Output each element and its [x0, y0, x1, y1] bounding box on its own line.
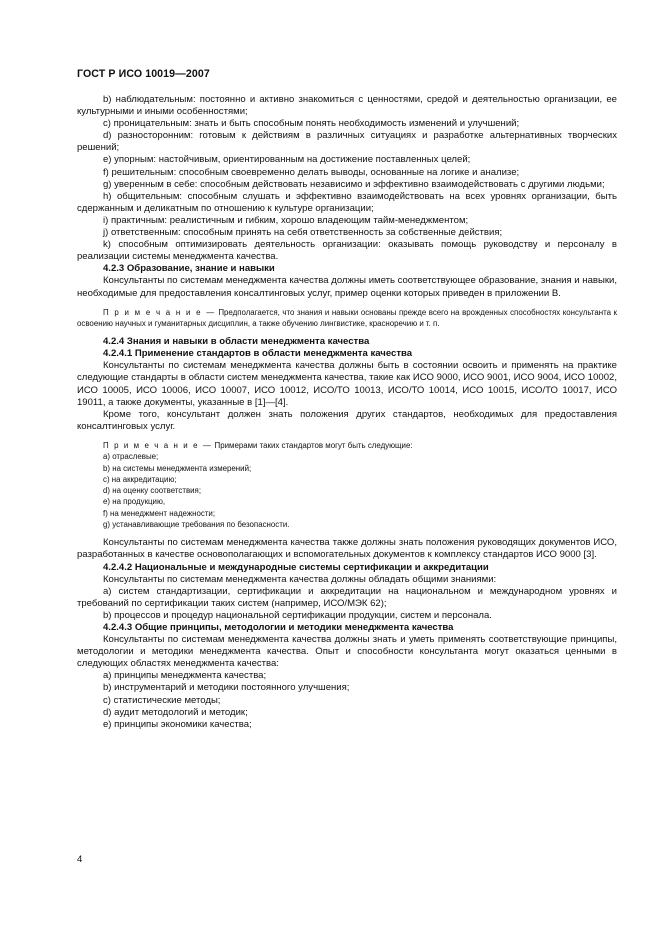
note-list-item: f) на менеджмент надежности; — [103, 508, 216, 518]
note-list-item: c) на аккредитацию; — [103, 474, 177, 484]
list-item: h) общительным: способным слушать и эффективно взаимодействовать на всех уровнях организации, быть сдержанным и деликатным по отношению к культуре организации; — [77, 190, 617, 214]
note-list-item: a) отраслевые; — [103, 452, 159, 462]
page-content — [77, 94, 617, 731]
list-item: d) разносторонним: готовым к действиям в различных ситуациях и разработке альтернативных творческих решений; — [77, 130, 617, 154]
note — [77, 440, 617, 451]
list-item: d) аудит методологий и методик; — [103, 706, 248, 718]
subsection-heading: 4.2.4.3 Общие принципы, методологии и методики менеджмента качества — [103, 621, 454, 633]
list-item: a) систем стандартизации, сертификации и аккредитации на национальном и международном уровнях и требований по сертификации таких систем (например, ИСО/МЭК 62); — [77, 585, 617, 609]
note-label: П р и м е ч а н и е — — [103, 307, 216, 317]
note-list-item: b) на системы менеджмента измерений; — [103, 463, 252, 473]
list-item: b) наблюдательным: постоянно и активно знакомиться с ценностями, средой и деятельностью организации, ее культурными и иными особенностями; — [77, 94, 617, 118]
list-item: g) уверенным в себе: способным действовать независимо и эффективно взаимодействовать с другими людьми; — [103, 178, 605, 190]
list-item: i) практичным: реалистичным и гибким, хорошо владеющим тайм-менеджментом; — [103, 214, 469, 226]
paragraph: Консультанты по системам менеджмента качества должны иметь соответствующее образование, знания и навыки, необходимые для предоставления консалтинговых услуг, пример оценки которых приведен в приложении В. — [77, 275, 617, 299]
paragraph: Консультанты по системам менеджмента качества должны знать и уметь применять соответствующие принципы, методологии и методики менеджмента качества. Опыт и способности консультанта могут оказаться ценными в следующих областях менеджмента качества: — [77, 634, 617, 670]
note — [77, 307, 617, 330]
list-item: c) статистические методы; — [103, 694, 221, 706]
list-item: a) принципы менеджмента качества; — [103, 670, 267, 682]
list-item: j) ответственным: способным принять на себя ответственность за собственные действия; — [103, 227, 503, 239]
list-item: b) инструментарий и методики постоянного улучшения; — [103, 682, 350, 694]
paragraph: Консультанты по системам менеджмента качества также должны знать положения руководящих документов ИСО, разработанных в качестве основополагающих и вспомогательных документов к комплексу стандартов ИСО 9000 [3]. — [77, 537, 617, 561]
note-list-item: d) на оценку соответствия; — [103, 486, 202, 496]
note-label: П р и м е ч а н и е — — [103, 440, 213, 450]
note-list-item: g) устанавливающие требования по безопасности. — [103, 520, 290, 530]
list-item: c) проницательным: знать и быть способным понять необходимость изменений и улучшений; — [103, 118, 520, 130]
list-item: e) принципы экономики качества; — [103, 718, 252, 730]
subsection-heading: 4.2.4.1 Применение стандартов в области менеджмента качества — [103, 348, 413, 360]
paragraph: Кроме того, консультант должен знать положения других стандартов, необходимых для предоставления консалтинговых услуг. — [77, 408, 617, 432]
list-item: k) способным оптимизировать деятельность организации: оказывать помощь руководству и персоналу в реализации системы менеджмента качества. — [77, 239, 617, 263]
note-list-item: e) на продукцию, — [103, 497, 166, 507]
section-heading: 4.2.4 Знания и навыки в области менеджмента качества — [103, 336, 370, 348]
section-heading: 4.2.3 Образование, знание и навыки — [103, 263, 275, 275]
page-header: ГОСТ Р ИСО 10019—2007 — [77, 68, 210, 80]
paragraph: Консультанты по системам менеджмента качества должны обладать общими знаниями: — [103, 573, 497, 585]
list-item: f) решительным: способным своевременно делать выводы, основанные на логике и анализе; — [103, 166, 520, 178]
page-number: 4 — [77, 854, 83, 865]
paragraph: Консультанты по системам менеджмента качества должны быть в состоянии освоить и применять на практике следующие стандарты в области систем менеджмента качества, такие как ИСО 9000, ИСО 9001, ИСО 9004, ИСО 10002, ИСО 10005, ИСО 10006, ИСО 10007, ИСО 10012, ИСО/ТО 10013, ИСО/ТО 10014, ИСО 10015, ИСО/ТО 10017, ИСО 19011, а также документы, указанные в [1]—[4]. — [77, 360, 617, 408]
note-text: Примерами таких стандартов могут быть следующие: — [212, 440, 413, 450]
list-item: b) процессов и процедур национальной сертификации продукции, систем и персонала. — [103, 609, 492, 621]
list-item: e) упорным: настойчивым, ориентированным на достижение поставленных целей; — [103, 154, 471, 166]
subsection-heading: 4.2.4.2 Национальные и международные системы сертификации и аккредитации — [103, 561, 489, 573]
note-text: Предполагается, что знания и навыки основаны прежде всего на врожденных способностях консультанта к освоению научных и гуманитарных дисциплин, а также обучению лингвистике, красноречию и т. п. — [77, 307, 617, 328]
